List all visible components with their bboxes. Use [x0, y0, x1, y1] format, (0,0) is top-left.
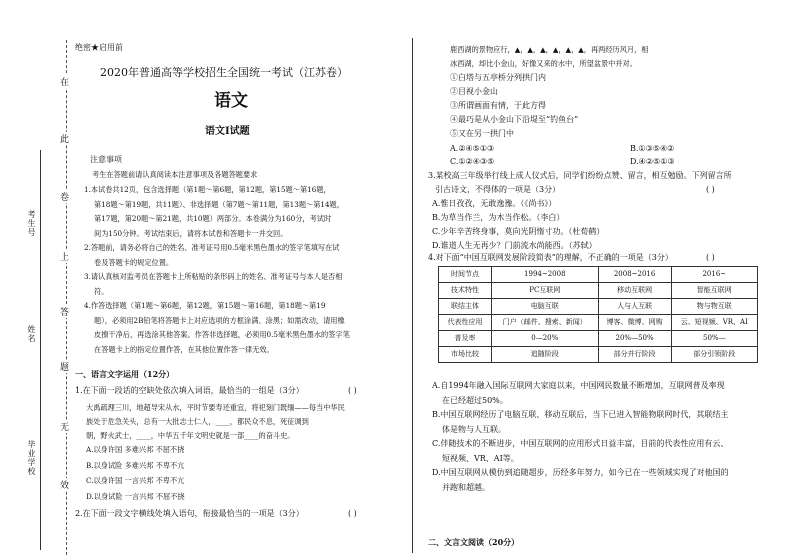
margin-char: 效 [60, 478, 69, 491]
q1-option: B.以身试险 多难兴邦 不卑不亢 [86, 460, 185, 470]
q1-option: D.以身试险 一言兴邦 不屈不挠 [86, 491, 185, 501]
q1-passage-line: 族处于危急关头，总有一大批志士仁人，____，都民众不息，死征调到 [86, 417, 309, 426]
name-label: 姓名 [27, 325, 36, 343]
note-line: 4.作答选择题（第1题～第6题，第12题，第15题～第16题，第18题～第19 [84, 301, 326, 310]
margin-char: 答 [60, 305, 69, 318]
q4-answer-paren: ( ) [706, 253, 715, 262]
table-cell: 移动互联网 [598, 283, 671, 299]
q4-option-line: D.中国互联网从模仿到追随超步，历经多年努力，如今已在一些领域实现了对他国的 [432, 468, 729, 477]
q2-sentence: ⑤又在另一拱门中 [450, 129, 514, 138]
q3-option: D.谁道人生无再少？门前流水尚能西。（苏轼） [432, 241, 597, 250]
note-line: 题），必须用2B铅笔将答题卡上对应选项的方框涂满、涂黑；如需改动，请用橡 [94, 315, 345, 325]
q1-passage-line: 大禹疏理三川，地超导宋从水，平时节要寿还重宜，将祀刻门既缅——每当中华民 [86, 403, 345, 412]
table-cell: 50%— [671, 331, 757, 347]
table-cell: 普及率 [439, 331, 492, 347]
note-line: 第18题～第19题，共11题）、非选择题（第7题～第11题，第13题～第14题， [94, 199, 344, 209]
table-row [439, 331, 758, 347]
notes-title: 注意事项 [90, 155, 122, 164]
margin-char: 无 [60, 420, 69, 433]
q2-passage-line: 鹿西湖的景物应行，▲，▲，▲，▲，▲，▲，再两经历风月，相 [450, 45, 649, 54]
internet-stages-table [438, 266, 758, 363]
paper-title: 语文Ⅰ试题 [205, 126, 250, 137]
q1-answer-paren: ( ) [348, 386, 357, 395]
q1-option: A.以身许国 多难兴邦 不屈不挠 [86, 445, 185, 454]
note-line: 皮擦干净后，再选涂其他答案。作答非选择题，必须用0.5毫米黑色墨水的签字笔 [94, 330, 350, 339]
q3-answer-paren: ( ) [706, 185, 715, 194]
table-row [439, 299, 758, 315]
table-cell: 门户（邮件、搜索、新闻） [492, 315, 599, 331]
confidential-mark: 绝密★启用前 [75, 43, 123, 52]
table-cell: 0—20% [492, 331, 599, 347]
q4-option-line: B.中国互联网经历了电脑互联、移动互联后，当下已进入智能物联网时代，其联结主 [432, 410, 729, 419]
note-line: 符。 [94, 286, 109, 296]
note-line: 第17题，第20题～第21题，共10题）两部分。本卷满分为160分，考试时 [94, 214, 332, 223]
q2-sentence: ③所谓画面有情，于此方得 [450, 101, 546, 110]
table-row [439, 267, 758, 283]
school-label: 毕业学校 [27, 440, 36, 476]
table-cell: 追随阶段 [492, 347, 599, 363]
question-3-cont: 引古诗文，不得体的一项是（3分） [435, 185, 561, 194]
binding-solid-line [40, 150, 41, 550]
q2-option: C.①②④③⑤ [450, 157, 495, 166]
q4-option-line: 并跑和超越。 [442, 482, 490, 492]
table-row [439, 347, 758, 363]
q3-option: A.惟日孜孜，无敢逸豫。（《尚书》） [432, 199, 557, 208]
table-cell: 代表性应用 [439, 315, 492, 331]
q2-sentence: ④最巧是从小金山下沿堤至“钓鱼台” [450, 115, 579, 124]
q1-option: C.以身许国 一言兴邦 不卑不亢 [86, 476, 185, 485]
table-cell: 1994~2008 [492, 267, 599, 283]
q2-option: D.④②⑤①③ [630, 157, 675, 166]
table-cell: 2016~ [671, 267, 757, 283]
margin-char: 题 [60, 360, 69, 373]
note-line: 间为150分钟。考试结束后，请将本试卷和答题卡一并交回。 [94, 228, 288, 238]
table-cell: 市场比较 [439, 347, 492, 363]
q2-answer-paren: ( ) [348, 509, 357, 518]
table-cell: 智能互联网 [671, 283, 757, 299]
q3-option: C.少年辛苦终身事，莫向光阴惰寸功。（杜荀鹤） [432, 227, 605, 236]
q1-passage-line: 朝，野火武士，____，中华五千年文明史就是一部____的奋斗史。 [86, 431, 295, 440]
table-cell: 电脑互联 [492, 299, 599, 315]
notes-intro: 考生在答题前请认真阅读本注意事项及各题答题要求 [92, 170, 258, 179]
question-2: 2.在下面一段文字横线处填入语句，衔接最恰当的一项是（3分） [75, 509, 304, 518]
table-row [439, 315, 758, 331]
q2-sentence: ②目视小金山 [450, 87, 498, 96]
column-divider [412, 38, 413, 553]
table-cell: 技术特性 [439, 283, 492, 299]
note-line: 1.本试卷共12页，包含选择题（第1题～第6题，第12题，第15题～第16题， [84, 185, 331, 194]
q4-option-line: A.自1994年融入国际互联网大家庭以来，中国网民数量不断增加，互联网普及率现 [432, 381, 725, 390]
table-cell: 联结主体 [439, 299, 492, 315]
table-cell: 人与人互联 [598, 299, 671, 315]
question-1: 1.在下面一段话的空缺处依次填入词语，最恰当的一组是（3分） [75, 386, 304, 395]
q4-option-line: 短视频、VR、AI等。 [442, 453, 519, 463]
q4-option-line: 在已经超过50%。 [442, 395, 508, 405]
q2-passage-line: 冰西湖，却比小金山，好像又来的水中，所望盆景中并对。 [450, 59, 637, 68]
table-cell: 云、短视频、VR、AI [671, 315, 757, 331]
subject-title: 语文 [214, 91, 248, 111]
table-cell: 部分引领阶段 [671, 347, 757, 363]
question-3: 3.某校高三年级举行线上成人仪式后，同学们纷纷点赞、留言，相互勉励。下列留言所 [428, 171, 732, 180]
note-line: 在答题卡上的指定位置作答，在其他位置作答一律无效。 [94, 344, 274, 354]
note-line: 2.答题前，请务必将自己的姓名、准考证号用0.5毫米黑色墨水的签字笔填写在试 [84, 243, 340, 252]
margin-char: 在 [60, 75, 69, 88]
exam-title: 2020年普通高等学校招生全国统一考试（江苏卷） [100, 66, 348, 79]
table-cell: 部分并行阶段 [598, 347, 671, 363]
q2-option: A.②④⑤①③ [450, 144, 495, 153]
section1-title: 一、语言文字运用（12分） [75, 369, 175, 379]
table-cell: PC互联网 [492, 283, 599, 299]
question-4: 4.对下面“中国互联网发展阶段简表”的理解，不正确的一项是（3分） [428, 253, 673, 262]
table-row [439, 283, 758, 299]
table-cell: 时间节点 [439, 267, 492, 283]
table-cell: 2008~2016 [598, 267, 671, 283]
margin-char: 卷 [60, 190, 69, 203]
margin-char: 此 [60, 132, 69, 145]
section2-title: 二、文言文阅读（20分） [428, 537, 520, 547]
table-cell: 博客、微博、网购 [598, 315, 671, 331]
q4-option-line: 体是物与人互联。 [442, 424, 506, 434]
q2-sentence: ①白塔与五亭桥分列拱门内 [450, 73, 546, 82]
q4-option-line: C.伴随技术的不断进步，中国互联网的应用形式日益丰富，目前的代表性应用有云、 [432, 439, 729, 448]
q2-option: B.①③⑤④② [630, 144, 675, 153]
margin-char: 上 [60, 250, 69, 263]
note-line: 3.请认真核对监考员在答题卡上所粘贴的条形码上的姓名、准考证号与本人是否相 [84, 272, 343, 281]
table-cell: 物与物互联 [671, 299, 757, 315]
note-line: 卷及答题卡的规定位置。 [94, 257, 174, 267]
exam-number-label: 考生号 [27, 210, 36, 237]
table-cell: 20%—50% [598, 331, 671, 347]
q3-option: B.为草当作兰，为木当作松。（李白） [432, 213, 565, 222]
